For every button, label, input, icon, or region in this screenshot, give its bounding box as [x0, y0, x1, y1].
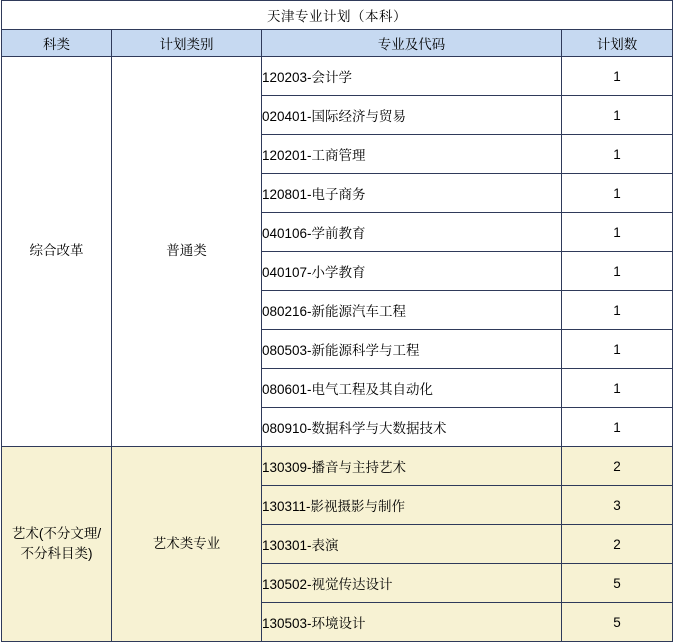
plan-count-cell: 5 — [562, 603, 673, 642]
major-code-cell: 130309-播音与主持艺术 — [262, 447, 562, 486]
major-code-cell: 130301-表演 — [262, 525, 562, 564]
major-code-cell: 040106-学前教育 — [262, 213, 562, 252]
major-code-cell: 120801-电子商务 — [262, 174, 562, 213]
plan-count-cell: 2 — [562, 447, 673, 486]
subject-category-cell: 艺术(不分文理/ 不分科目类) — [2, 447, 112, 642]
plan-count-cell: 1 — [562, 213, 673, 252]
major-code-cell: 080216-新能源汽车工程 — [262, 291, 562, 330]
major-code-cell: 080910-数据科学与大数据技术 — [262, 408, 562, 447]
subject-category-cell: 综合改革 — [2, 57, 112, 447]
column-header-1: 计划类别 — [112, 30, 262, 57]
plan-count-cell: 5 — [562, 564, 673, 603]
major-code-cell: 080503-新能源科学与工程 — [262, 330, 562, 369]
plan-count-cell: 1 — [562, 291, 673, 330]
plan-count-cell: 1 — [562, 408, 673, 447]
column-header-2: 专业及代码 — [262, 30, 562, 57]
major-code-cell: 130311-影视摄影与制作 — [262, 486, 562, 525]
title-row — [2, 1, 673, 30]
major-plan-table — [1, 0, 673, 642]
table-row — [2, 57, 673, 96]
major-code-cell: 080601-电气工程及其自动化 — [262, 369, 562, 408]
plan-count-cell: 1 — [562, 96, 673, 135]
plan-count-cell: 1 — [562, 252, 673, 291]
major-code-cell: 020401-国际经济与贸易 — [262, 96, 562, 135]
major-code-cell: 120203-会计学 — [262, 57, 562, 96]
header-row — [2, 30, 673, 57]
plan-count-cell: 2 — [562, 525, 673, 564]
plan-count-cell: 1 — [562, 57, 673, 96]
plan-type-cell: 艺术类专业 — [112, 447, 262, 642]
table-row — [2, 447, 673, 486]
plan-count-cell: 1 — [562, 330, 673, 369]
plan-type-cell: 普通类 — [112, 57, 262, 447]
plan-count-cell: 1 — [562, 369, 673, 408]
document-title: 天津专业计划（本科） — [2, 1, 673, 30]
major-code-cell: 130502-视觉传达设计 — [262, 564, 562, 603]
column-header-3: 计划数 — [562, 30, 673, 57]
column-header-0: 科类 — [2, 30, 112, 57]
plan-count-cell: 3 — [562, 486, 673, 525]
plan-count-cell: 1 — [562, 135, 673, 174]
plan-count-cell: 1 — [562, 174, 673, 213]
major-code-cell: 040107-小学教育 — [262, 252, 562, 291]
major-code-cell: 120201-工商管理 — [262, 135, 562, 174]
major-code-cell: 130503-环境设计 — [262, 603, 562, 642]
